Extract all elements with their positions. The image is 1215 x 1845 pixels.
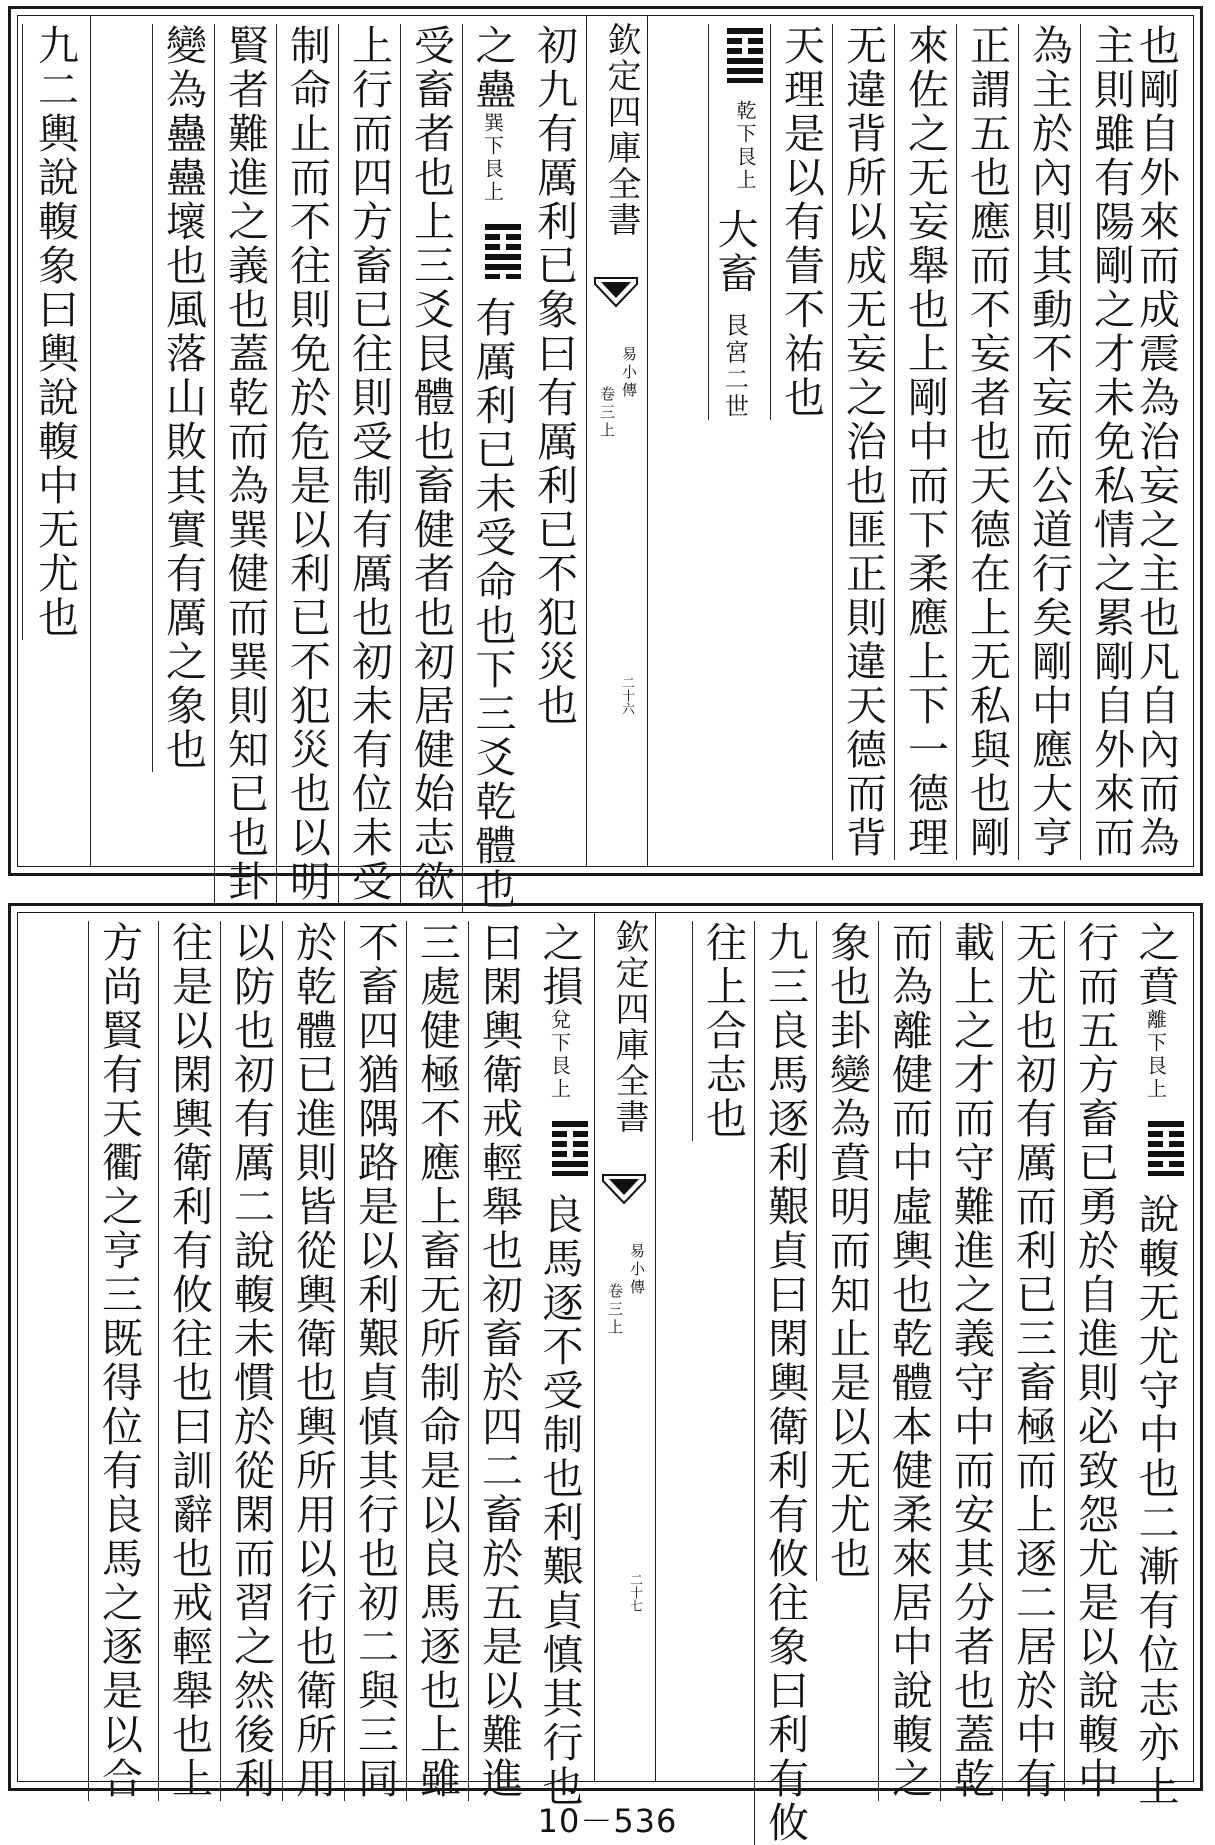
text-column: 九三良馬逐利艱貞曰閑輿衛利有攸往象曰利有攸 (754, 921, 815, 1845)
spine-book: 易小傳 (628, 1243, 646, 1297)
text-column: 賢者難進之義也蓋乾而為巽健而巽則知已也卦 (214, 24, 275, 904)
text-column: 為主於內則其動不妄而公道行矣剛中應大亨 (1018, 24, 1079, 860)
trigram-note: 艮上 (547, 1055, 572, 1101)
text-column: 九二輿說輹象曰輿說輹中无尤也 (22, 24, 85, 640)
text-column: 初九有厲利已象曰有厲利已不犯災也 (530, 24, 578, 728)
text-column-with-gua (462, 24, 523, 912)
hexagram-name: 大畜 (710, 208, 759, 297)
text-column: 以防也初有厲二說輹未慣於從閑而習之然後利 (220, 921, 281, 1801)
text-column: 象也卦變為賁明而知止是以无尤也 (816, 921, 877, 1581)
gua-name: 之蠱 (468, 24, 517, 112)
text-column: 往上合志也 (692, 921, 753, 1141)
hexagram-icon (483, 220, 523, 280)
spine-title: 欽定四庫全書 (601, 22, 641, 238)
text-column-with-gua (1126, 921, 1186, 1809)
text-column: 不畜四猶隅路是以利艱貞慎其行也初二與三同 (344, 921, 405, 1801)
hexagram-icon (550, 1117, 590, 1177)
text-column: 主則雖有陽剛之才未免私情之累剛自外來而 (1080, 24, 1141, 860)
hexagram-icon (1146, 1117, 1186, 1177)
text-column-with-gua (530, 921, 590, 1809)
spine-title: 欽定四庫全書 (609, 919, 649, 1135)
spine-volume: 卷三上 (606, 1283, 624, 1337)
text-column: 也剛自外來而成震為治妄之主也凡自內而為 (1132, 24, 1180, 860)
spine-top (586, 16, 648, 866)
text-segment: 說輹无尤守中也二漸有位志亦上 (1131, 1193, 1180, 1810)
text-column: 正謂五也應而不妄者也天德在上无私與也剛 (956, 24, 1017, 860)
page-panel-top (8, 6, 1203, 913)
spine-page-number: 二十七 (627, 1573, 642, 1612)
text-column: 變為蠱蠱壞也風落山敗其實有厲之象也 (152, 24, 213, 772)
spine-page-number: 二十六 (619, 676, 634, 715)
palace-note: 艮宮二世 (720, 312, 749, 421)
text-column: 三處健極不應上畜无所制命是以良馬逐也上雖 (406, 921, 467, 1801)
hexagram-icon (725, 24, 765, 84)
page-frame-top (17, 15, 1194, 913)
spine-book: 易小傳 (620, 346, 638, 400)
trigram-note: 離下 (1143, 1009, 1168, 1055)
text-segment: 良馬逐不受制也利艱貞慎其行也 (535, 1193, 584, 1810)
text-column: 載上之才而守難進之義守中而安其分者也蓋乾 (940, 921, 1001, 1801)
spine-bottom (594, 913, 656, 1781)
text-column: 於乾體已進則皆從輿衛也輿所用以行也衛所用 (282, 921, 343, 1801)
text-column: 无違背所以成无妄之治也匪正則違天德而背 (832, 24, 893, 860)
trigram-note: 艮上 (1143, 1055, 1168, 1101)
gua-name: 之損 (535, 921, 584, 1009)
text-column: 而為離健而中虛輿也乾體本健柔來居中說輹之 (878, 921, 939, 1801)
text-column: 往是以閑輿衛利有攸往也曰訓辭也戒輕舉也上 (158, 921, 219, 1801)
text-column: 曰閑輿衛戒輕舉也初畜於四二畜於五是以難進 (468, 921, 529, 1801)
trigram-note: 艮上 (733, 146, 757, 193)
text-column: 來佐之无妄舉也上剛中而下柔應上下一德理 (894, 24, 955, 860)
trigram-note: 兌下 (547, 1009, 572, 1055)
text-column: 上行而四方畜已往則受制有厲也初未有位未受 (338, 24, 399, 904)
text-column: 受畜者也上三爻艮體也畜健者也初居健始志欲 (400, 24, 461, 904)
gua-name: 之賁 (1131, 921, 1180, 1009)
text-column: 无尤也初有厲而利已三畜極而上逐二居於中有 (1002, 921, 1063, 1801)
trigram-note: 艮上 (480, 158, 505, 204)
text-column: 制命止而不往則免於危是以利已不犯災也以明 (276, 24, 337, 904)
column-rule (90, 16, 91, 866)
text-column: 行而五方畜已勇於自進則必致怨尤是以說輹中 (1064, 921, 1125, 1801)
spine-volume: 卷三上 (598, 386, 616, 440)
fish-tail-mark-icon (601, 1173, 647, 1207)
text-column: 天理是以有眚不祐也 (770, 24, 831, 420)
fish-tail-mark-icon (593, 276, 639, 310)
page-number: 10－536 (537, 1802, 678, 1840)
text-segment: 有厲利已未受命也下三爻乾體也 (468, 296, 517, 913)
trigram-note: 巽下 (480, 112, 505, 158)
trigram-note: 乾下 (733, 100, 757, 147)
text-column: 方尚賢有天衢之亨三既得位有良馬之逐是以合 (88, 921, 149, 1801)
hexagram-heading (708, 24, 765, 420)
